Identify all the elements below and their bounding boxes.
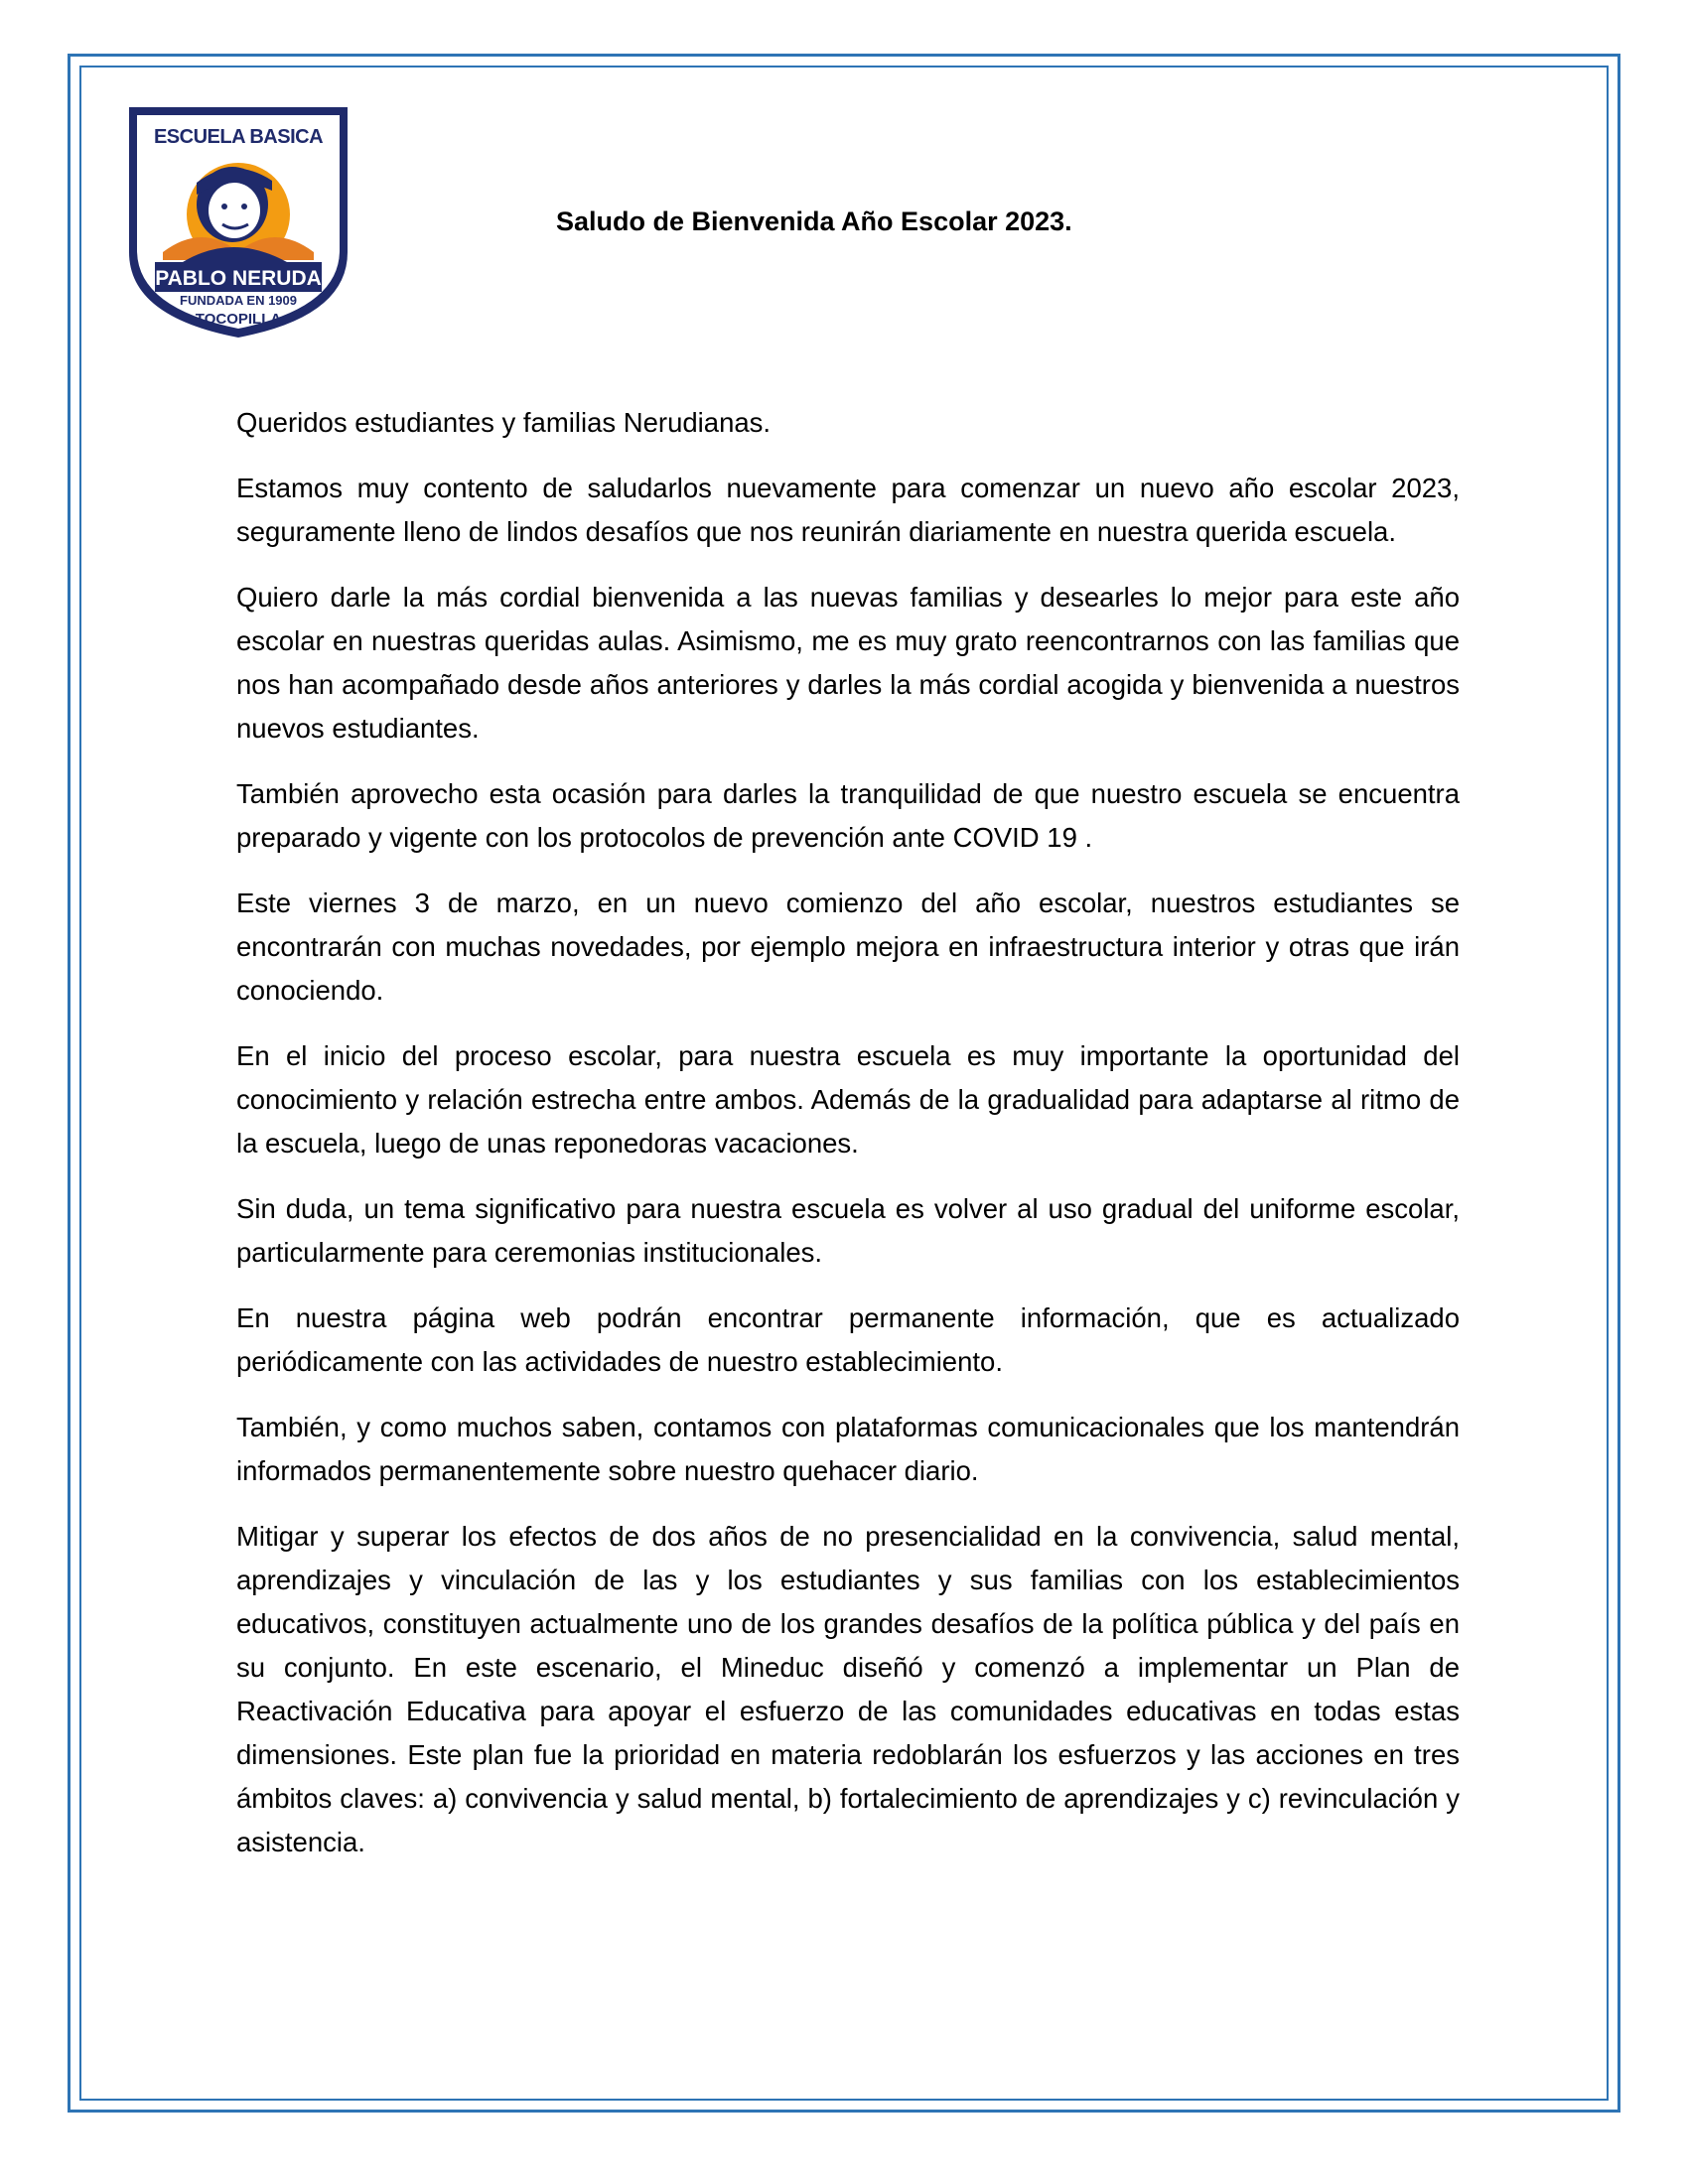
body-paragraph: Sin duda, un tema significativo para nuestra escuela es volver al uso gradual del uniforme escolar, particularmente para ceremonias institucionales. [236,1193,1460,1268]
svg-text:TOCOPILLA: TOCOPILLA [195,311,282,328]
body-paragraph: Mitigar y superar los efectos de dos años de no presencialidad en la convivencia, salud mental, aprendizajes y vinculación de las y los estudiantes y sus familias con los establecimientos educativos, constituyen actualmente uno de los grandes desafíos de la política pública y del país en su conjunto. En este escenario, el Mineduc diseñó y comenzó a implementar un Plan de Reactivación Educativa para apoyar el esfuerzo de las comunidades educativas en todas estas dimensiones. Este plan fue la prioridad en materia redoblarán los esfuerzos y las acciones en tres ámbitos claves: a) convivencia y salud mental, b) fortalecimiento de aprendizajes y c) revinculación y asistencia. [236,1521,1460,1857]
body-paragraph: También, y como muchos saben, contamos con plataformas comunicacionales que los mantendrán informados permanentemente sobre nuestro quehacer diario. [236,1412,1460,1486]
greeting-paragraph: Queridos estudiantes y familias Nerudianas. [236,407,772,438]
svg-text:FUNDADA EN 1909: FUNDADA EN 1909 [180,293,297,308]
body-paragraph: También aprovecho esta ocasión para darles la tranquilidad de que nuestro escuela se encuentra preparado y vigente con los protocolos de prevención ante COVID 19 . [236,778,1460,853]
letter-body [236,401,1460,1886]
body-paragraph: En nuestra página web podrán encontrar permanente información, que es actualizado periódicamente con las actividades de nuestro establecimiento. [236,1302,1460,1377]
body-paragraph: Este viernes 3 de marzo, en un nuevo comienzo del año escolar, nuestros estudiantes se encontrarán con muchas novedades, por ejemplo mejora en infraestructura interior y otras que irán conociendo. [236,887,1460,1006]
body-paragraph: Quiero darle la más cordial bienvenida a las nuevas familias y desearles lo mejor para este año escolar en nuestras queridas aulas. Asimismo, me es muy grato reencontrarnos con las familias que nos han acompañado desde años anteriores y darles la más cordial acogida y bienvenida a nuestros nuevos estudiantes. [236,582,1460,744]
svg-text:PABLO NERUDA: PABLO NERUDA [155,267,322,290]
body-paragraph: Estamos muy contento de saludarlos nuevamente para comenzar un nuevo año escolar 2023, seguramente lleno de lindos desafíos que nos reunirán diariamente en nuestra querida escuela. [236,473,1460,547]
body-paragraph: En el inicio del proceso escolar, para nuestra escuela es muy importante la oportunidad del conocimiento y relación estrecha entre ambos. Además de la gradualidad para adaptarse al ritmo de la escuela, luego de unas reponedoras vacaciones. [236,1040,1460,1159]
document-title: Saludo de Bienvenida Año Escolar 2023. [556,206,1072,236]
svg-text:ESCUELA BASICA: ESCUELA BASICA [153,126,324,148]
school-crest-logo [123,103,353,341]
